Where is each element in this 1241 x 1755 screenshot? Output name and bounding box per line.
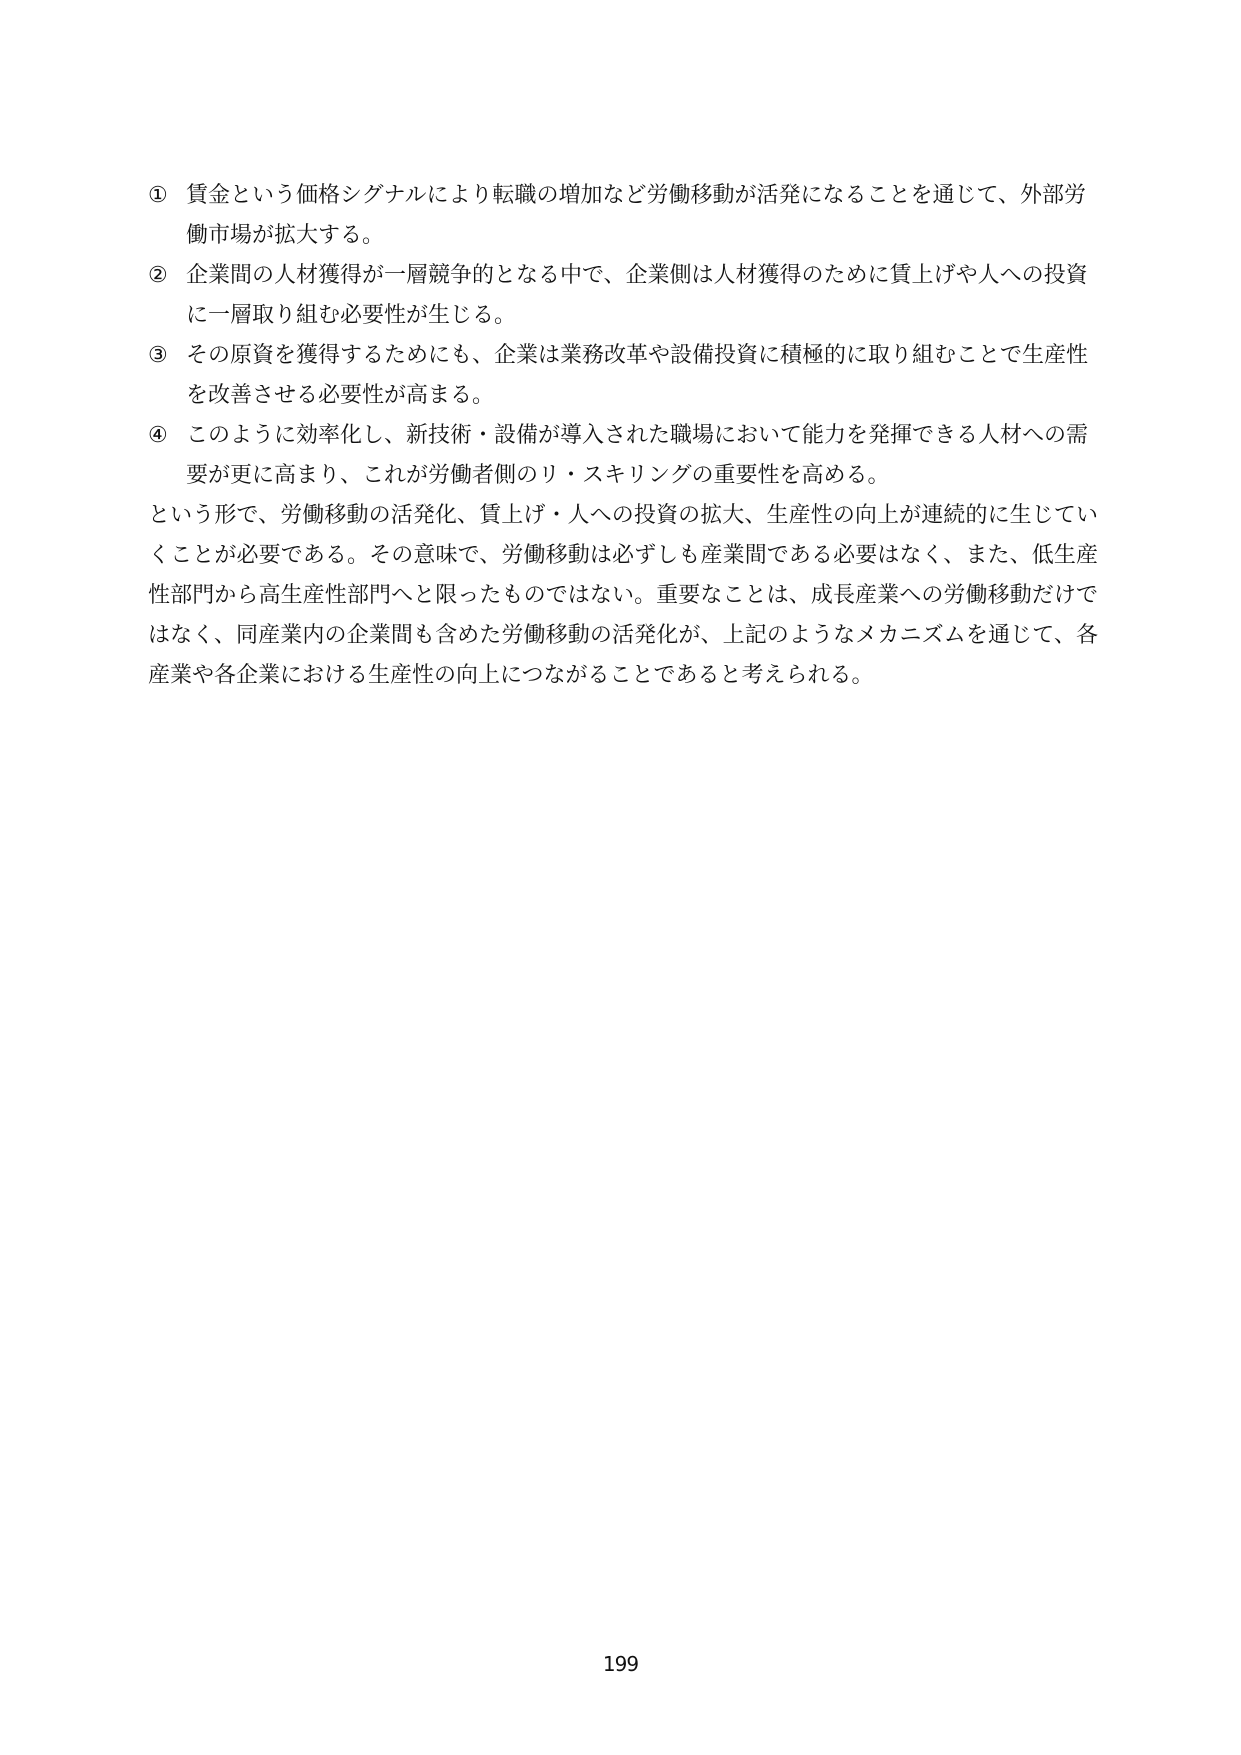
body-text <box>148 176 1098 696</box>
list-item-3 <box>148 336 1098 416</box>
list-item-4 <box>148 416 1098 496</box>
list-text-4: このように効率化し、新技術・設備が導入された職場において能力を発揮できる人材への需要が更に高まり、これが労働者側のリ・スキリングの重要性を高める。 <box>186 423 1089 488</box>
list-marker-1: ① <box>148 183 168 208</box>
list-item-1 <box>148 176 1098 256</box>
list-marker-3: ③ <box>148 343 168 368</box>
list-text-1: 賃金という価格シグナルにより転職の増加など労働移動が活発になることを通じて、外部労働市場が拡大する。 <box>186 183 1087 248</box>
page-number: 199 <box>602 1652 639 1676</box>
list-marker-4: ④ <box>148 423 168 448</box>
list-item-2 <box>148 256 1098 336</box>
body-paragraph: という形で、労働移動の活発化、賃上げ・人への投資の拡大、生産性の向上が連続的に生じていくことが必要である。その意味で、労働移動は必ずしも産業間である必要はなく、また、低生産性部門から高生産性部門へと限ったものではない。重要なことは、成長産業への労働移動だけではなく、同産業内の企業間も含めた労働移動の活発化が、上記のようなメカニズムを通じて、各産業や各企業における生産性の向上につながることであると考えられる。 <box>148 503 1098 688</box>
list-text-3: その原資を獲得するためにも、企業は業務改革や設備投資に積極的に取り組むことで生産性を改善させる必要性が高まる。 <box>186 343 1089 408</box>
list-text-2: 企業間の人材獲得が一層競争的となる中で、企業側は人材獲得のために賃上げや人への投資に一層取り組む必要性が生じる。 <box>186 263 1088 328</box>
list-marker-2: ② <box>148 263 168 288</box>
